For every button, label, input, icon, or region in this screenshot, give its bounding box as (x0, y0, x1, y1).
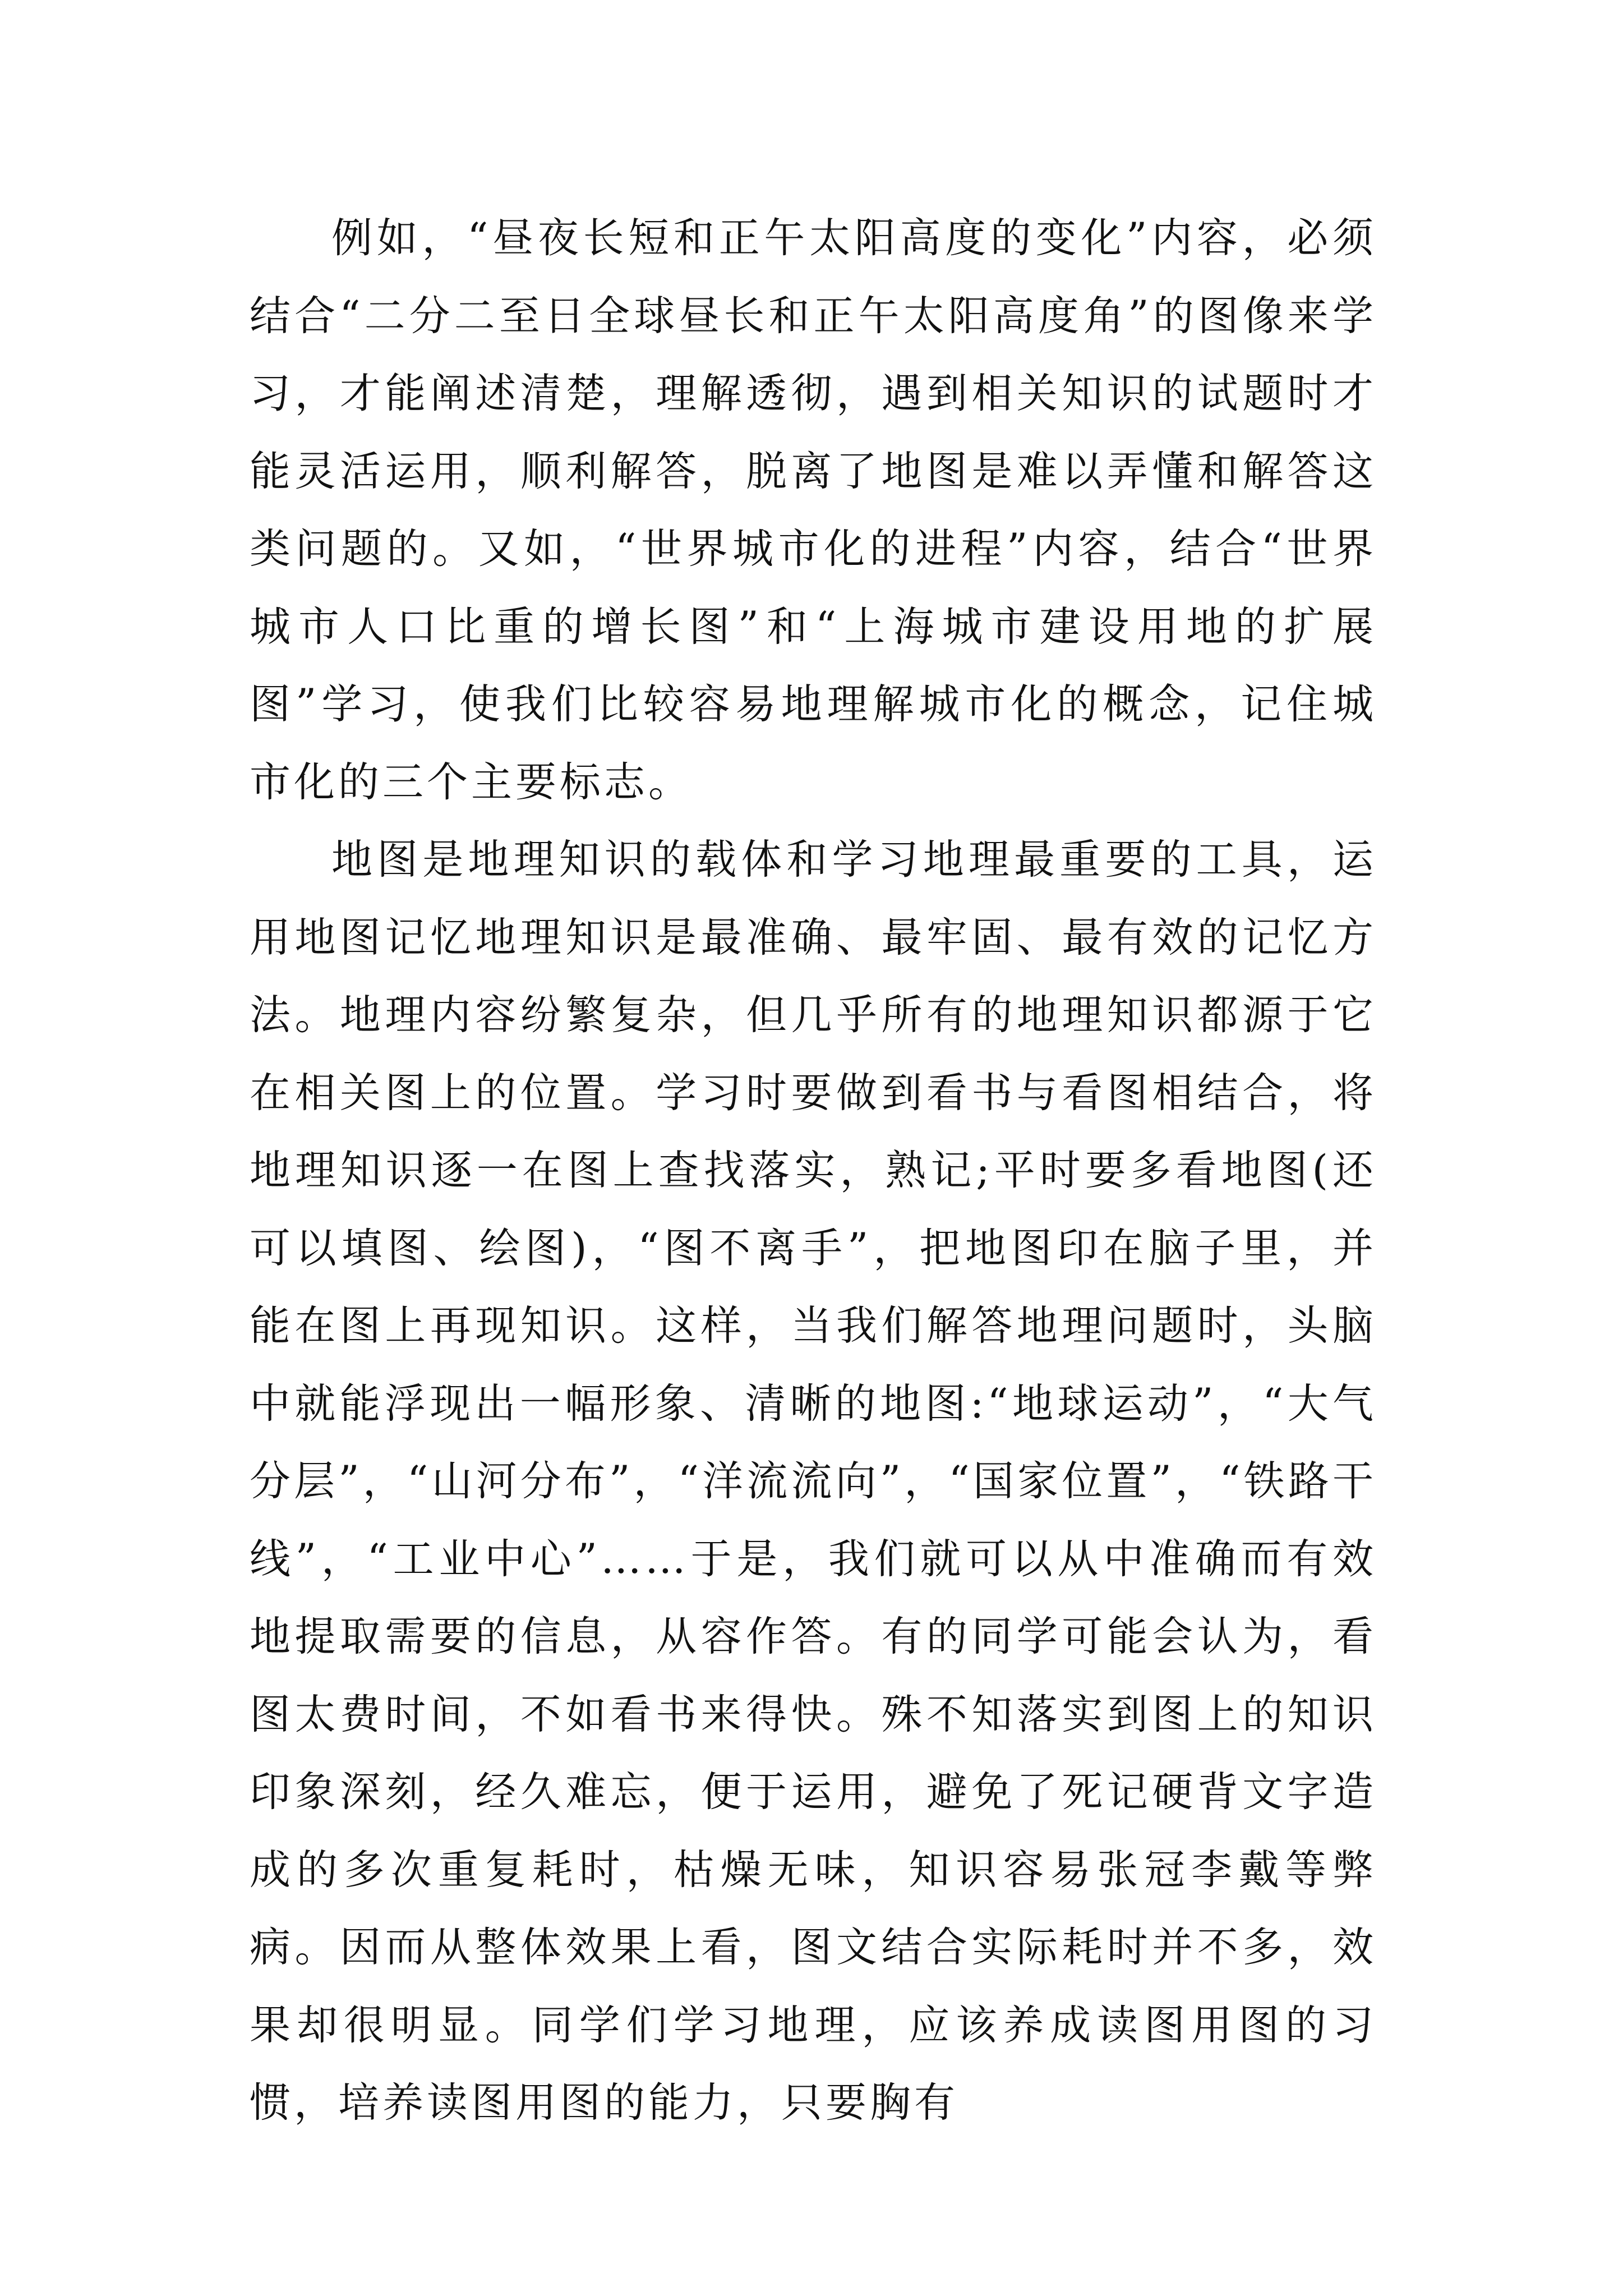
body-text (250, 200, 1377, 2142)
paragraph-2: 地图是地理知识的载体和学习地理最重要的工具，运用地图记忆地理知识是最准确、最牢固、最有效的记忆方法。地理内容纷繁复杂，但几乎所有的地理知识都源于它在相关图上的位置。学习时要做到看书与看图相结合，将地理知识逐一在图上查找落实，熟记;平时要多看地图(还可以填图、绘图)，“图不离手”，把地图印在脑子里，并能在图上再现知识。这样，当我们解答地理问题时，头脑中就能浮现出一幅形象、清晰的地图:“地球运动”，“大气分层”，“山河分布”，“洋流流向”，“国家位置”，“铁路干线”，“工业中心”……于是，我们就可以从中准确而有效地提取需要的信息，从容作答。有的同学可能会认为，看图太费时间，不如看书来得快。殊不知落实到图上的知识印象深刻，经久难忘，便于运用，避免了死记硬背文字造成的多次重复耗时，枯燥无味，知识容易张冠李戴等弊病。因而从整体效果上看，图文结合实际耗时并不多，效果却很明显。同学们学习地理，应该养成读图用图的习惯，培养读图用图的能力，只要胸有 (250, 836, 1377, 2127)
paragraph-1: 例如，“昼夜长短和正午太阳高度的变化”内容，必须结合“二分二至日全球昼长和正午太阳高度角”的图像来学习，才能阐述清楚，理解透彻，遇到相关知识的试题时才能灵活运用，顺利解答，脱离了地图是难以弄懂和解答这类问题的。又如，“世界城市化的进程”内容，结合“世界城市人口比重的增长图”和“上海城市建设用地的扩展图”学习，使我们比较容易地理解城市化的概念，记住城市化的三个主要标志。 (250, 214, 1377, 806)
